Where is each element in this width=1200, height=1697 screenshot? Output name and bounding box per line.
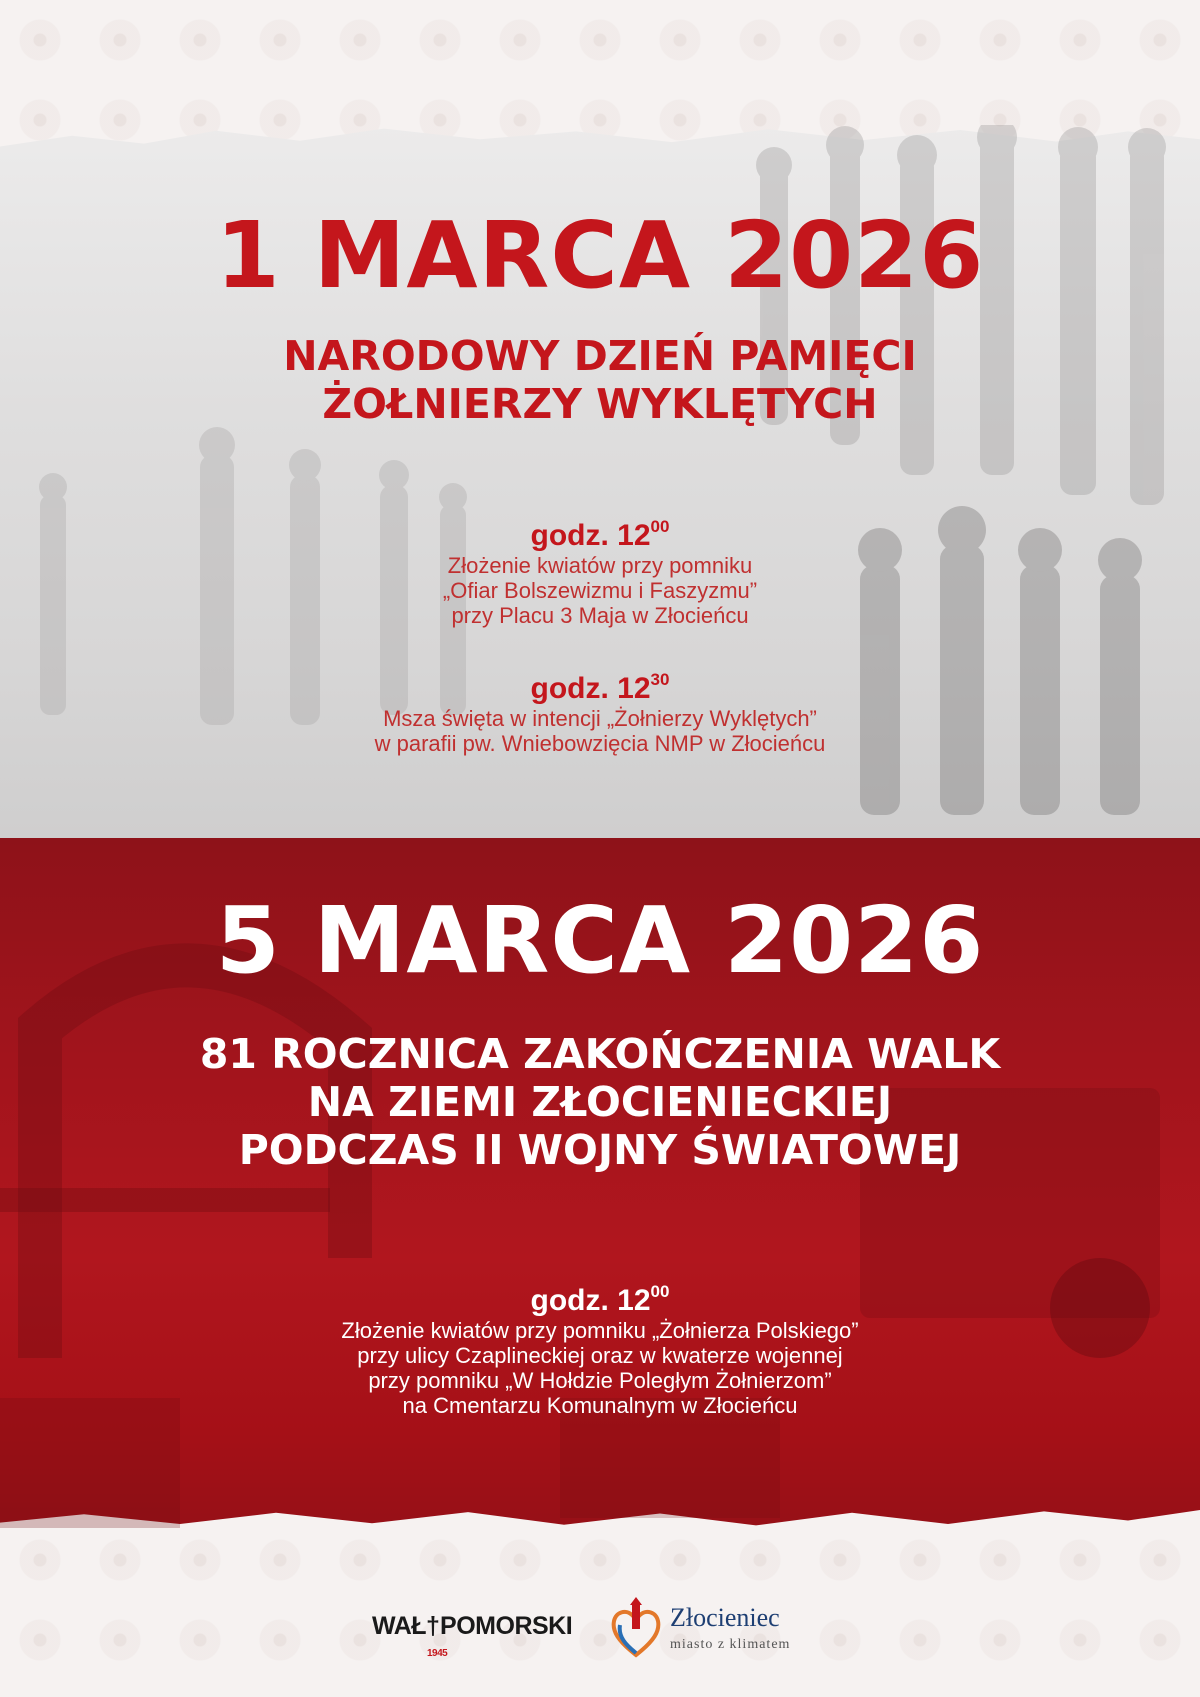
wal-logo-text-left: WAŁ bbox=[372, 1612, 427, 1640]
hour-label: godz. 12 bbox=[530, 672, 651, 705]
hour-minutes: 00 bbox=[650, 517, 670, 536]
desc-line: przy pomniku „W Hołdzie Poległym Żołnierzom” bbox=[368, 1368, 832, 1393]
desc-line: w parafii pw. Wniebowzięcia NMP w Złocieńcu bbox=[374, 731, 826, 756]
event1-desc-1 bbox=[0, 553, 1200, 628]
city-tagline: miasto z klimatem bbox=[670, 1637, 791, 1652]
desc-line: Złożenie kwiatów przy pomniku „Żołnierza Polskiego” bbox=[341, 1318, 859, 1343]
desc-line: przy ulicy Czaplineckiej oraz w kwaterze wojennej bbox=[357, 1343, 843, 1368]
sword-icon: † bbox=[426, 1612, 440, 1640]
hour-minutes: 30 bbox=[650, 670, 670, 689]
event2-hour-1 bbox=[0, 1275, 1200, 1318]
footer-logos bbox=[0, 1590, 1200, 1670]
event1-hour-2 bbox=[0, 663, 1200, 706]
desc-line: Złożenie kwiatów przy pomniku bbox=[447, 553, 753, 578]
event1-date: 1 MARCA 2026 bbox=[215, 202, 985, 309]
city-name: Złocieniec bbox=[670, 1603, 780, 1632]
event2-title bbox=[0, 1030, 1200, 1174]
event1-title-line1: NARODOWY DZIEŃ PAMIĘCI bbox=[283, 332, 917, 380]
event1-desc-2 bbox=[0, 706, 1200, 756]
wal-pomorski-logo bbox=[372, 1612, 573, 1659]
event1-title bbox=[0, 332, 1200, 428]
event2-title-line2: NA ZIEMI ZŁOCIENIECKIEJ bbox=[307, 1078, 893, 1126]
heart-church-icon bbox=[610, 1597, 662, 1659]
desc-line: „Ofiar Bolszewizmu i Faszyzmu” bbox=[442, 578, 758, 603]
event2-title-line1: 81 ROCZNICA ZAKOŃCZENIA WALK bbox=[199, 1030, 1001, 1078]
event1-hour-1 bbox=[0, 510, 1200, 553]
hour-label: godz. 12 bbox=[530, 519, 651, 552]
desc-line: przy Placu 3 Maja w Złocieńcu bbox=[451, 603, 749, 628]
desc-line: Msza święta w intencji „Żołnierzy Wyklętych” bbox=[383, 706, 817, 731]
hour-minutes: 00 bbox=[650, 1282, 670, 1301]
zlocieniec-logo bbox=[610, 1595, 850, 1665]
event2-date: 5 MARCA 2026 bbox=[215, 887, 985, 994]
wal-logo-text-right: POMORSKI bbox=[440, 1612, 573, 1640]
event1-title-line2: ŻOŁNIERZY WYKLĘTYCH bbox=[322, 380, 878, 428]
desc-line: na Cmentarzu Komunalnym w Złocieńcu bbox=[402, 1393, 798, 1418]
wal-logo-year: 1945 bbox=[427, 1648, 448, 1659]
hour-label: godz. 12 bbox=[530, 1284, 651, 1317]
event2-desc-1 bbox=[0, 1318, 1200, 1418]
event2-title-line3: PODCZAS II WOJNY ŚWIATOWEJ bbox=[238, 1126, 962, 1174]
